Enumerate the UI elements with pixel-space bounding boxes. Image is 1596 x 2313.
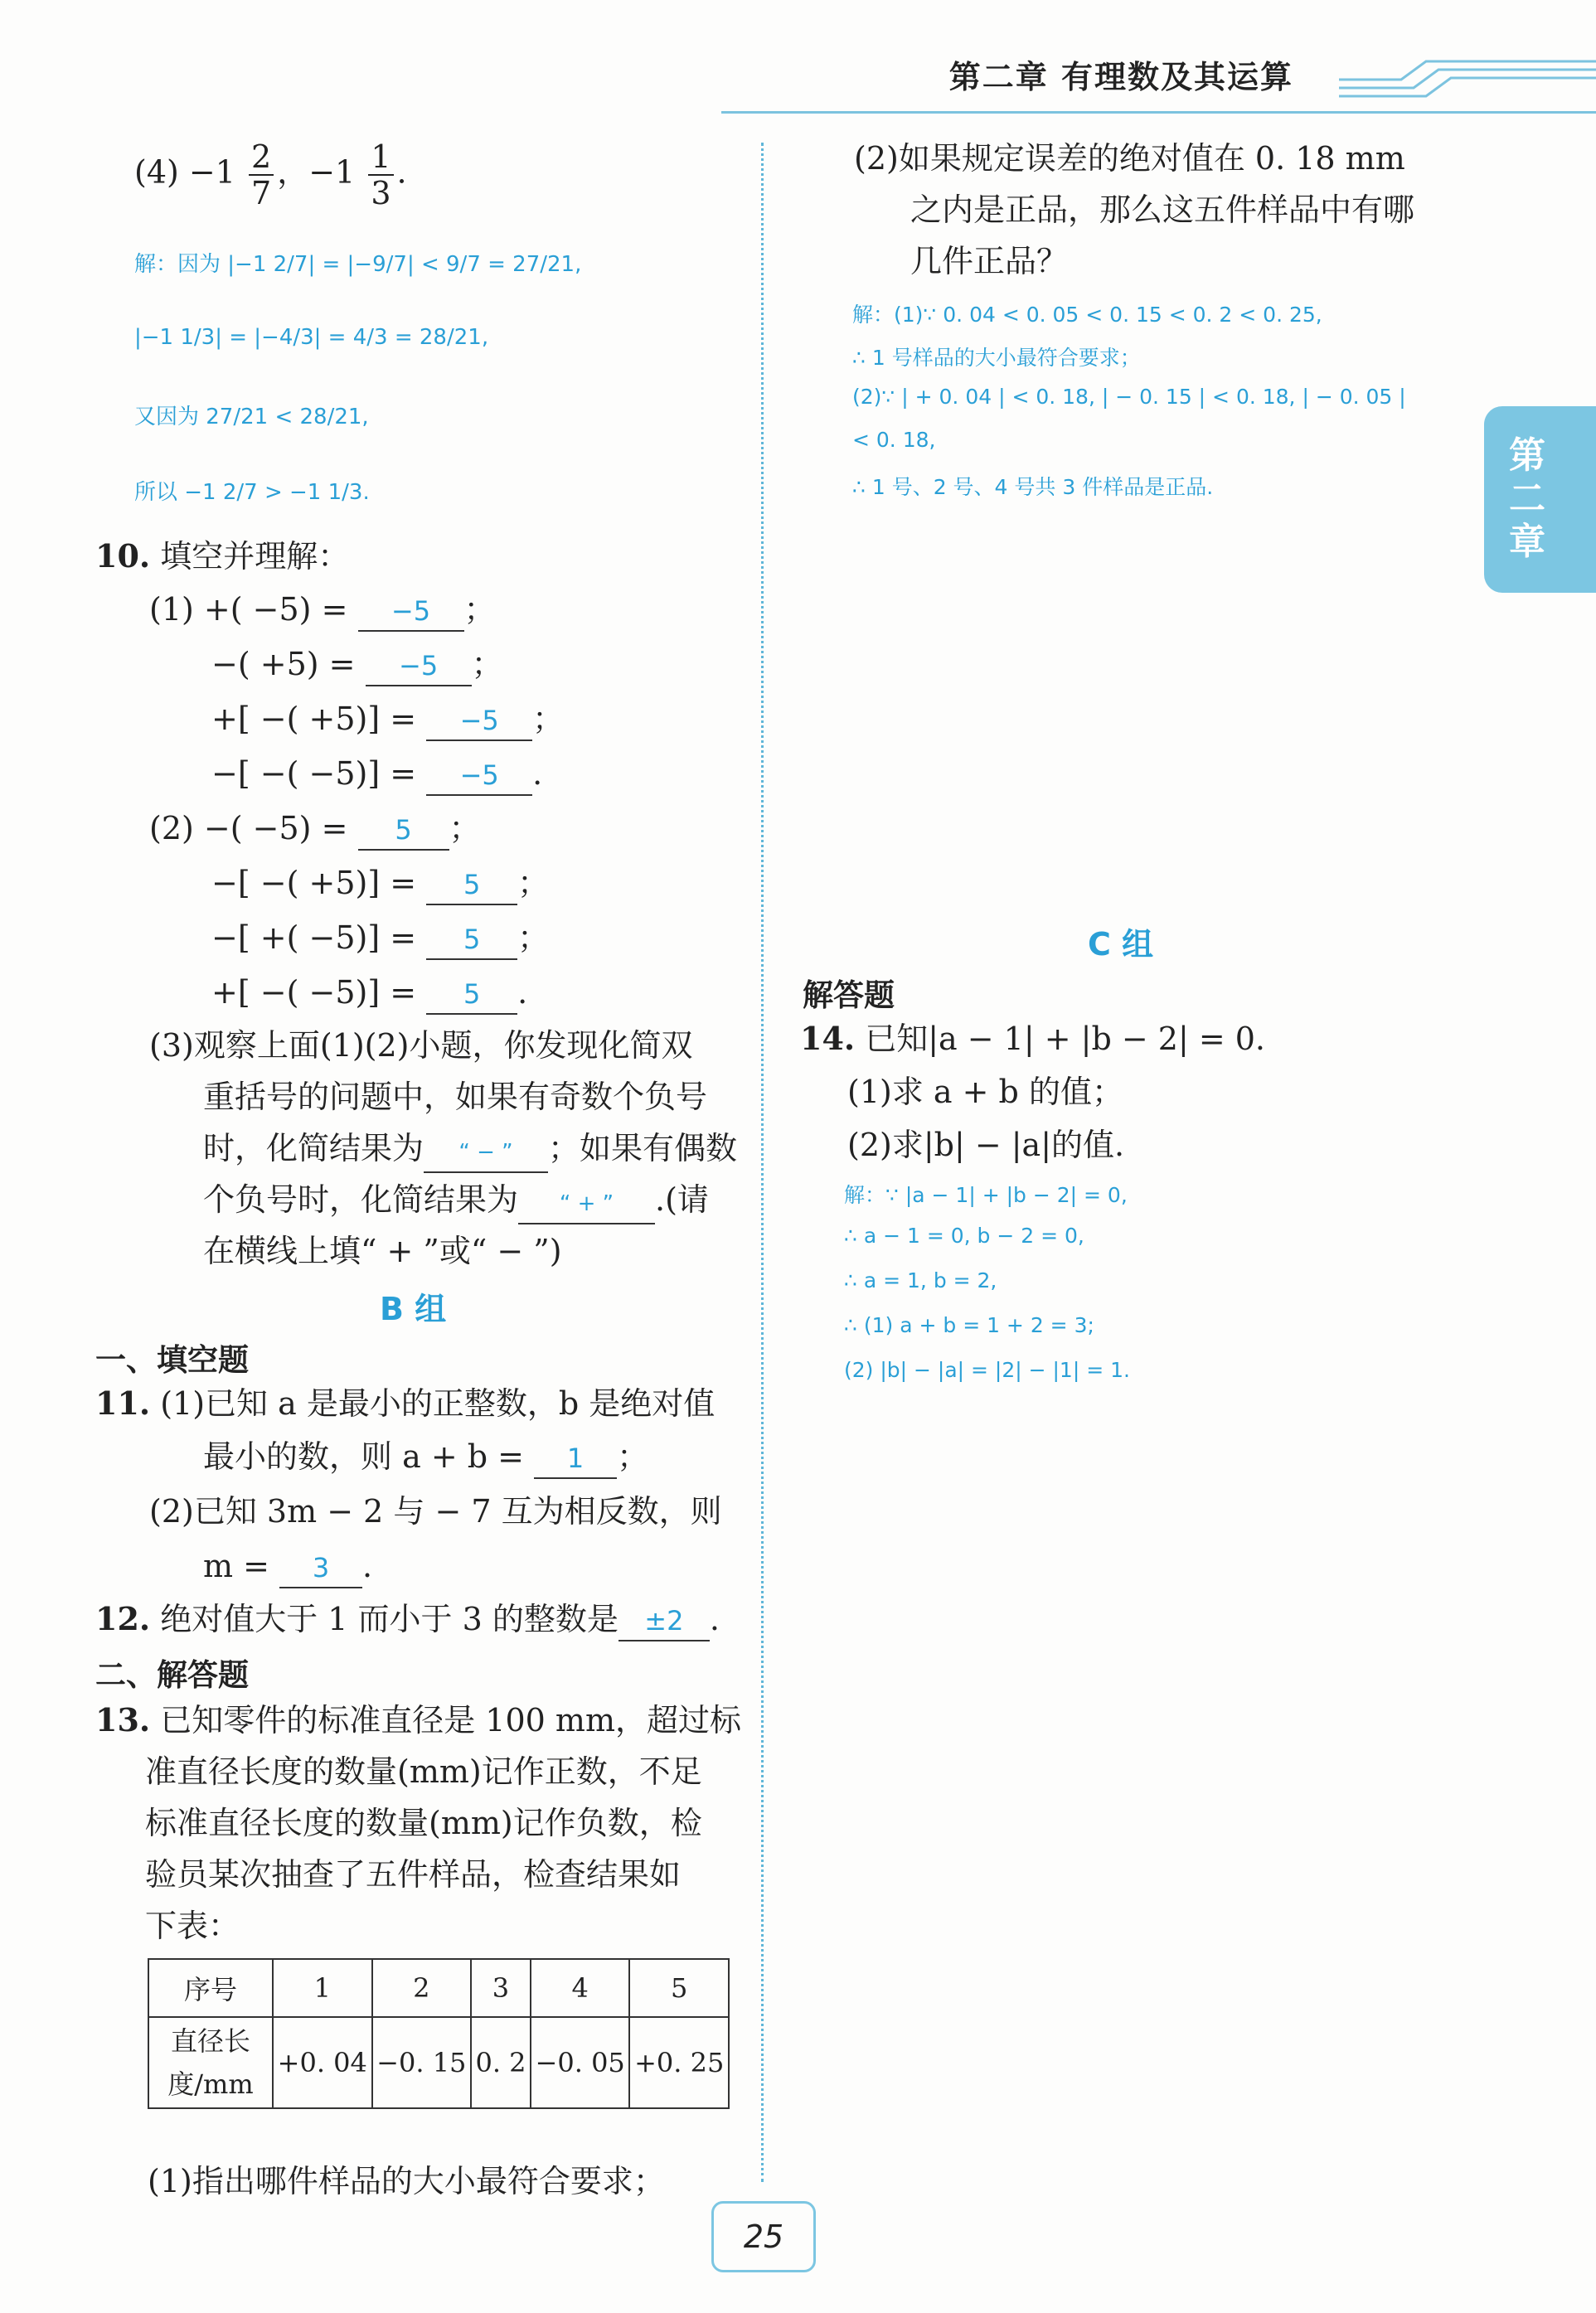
q10-part1-row-1: (1) +( −5) = −5 ；	[149, 590, 496, 632]
q14-solution-line-4: ∴ (1) a + b = 1 + 2 = 3;	[844, 1313, 1094, 1337]
q10-part3-line-4: 个负号时，化简结果为 “ + ” .(请	[203, 1181, 709, 1224]
q10-part3-line-1: (3)观察上面(1)(2)小题，你发现化简双	[149, 1027, 693, 1064]
q13-solution-line-3: (2)∵ | + 0. 04 | < 0. 18, | − 0. 15 | < 0. 18, | − 0. 05 |	[852, 385, 1406, 409]
answer-blank: 5	[426, 975, 517, 1015]
q14-solution-line-3: ∴ a = 1, b = 2,	[844, 1268, 997, 1292]
answer-blank: “ − ”	[424, 1133, 548, 1173]
answer-blank: 5	[426, 920, 517, 960]
q13-part1: (1)指出哪件样品的大小最符合要求；	[148, 2163, 665, 2199]
page-number: 25	[711, 2201, 816, 2272]
q10-part2-row-4: +[ −( −5)] = 5 .	[211, 973, 527, 1015]
q13-line-5: 下表：	[145, 1908, 240, 1944]
q9-solution-line-1: 解：因为 |−1 2/7| = |−9/7| < 9/7 = 27/21,	[134, 252, 582, 277]
answer-blank: −5	[426, 701, 532, 741]
section-fill-in-heading: 一、填空题	[95, 1342, 249, 1378]
table-header-cell: 序号	[148, 1959, 273, 2017]
chapter-side-tab	[1484, 406, 1596, 593]
q13-line-3: 标准直径长度的数量(mm)记作负数，检	[145, 1805, 702, 1841]
table-row	[148, 1959, 729, 2017]
answer-blank: ±2	[619, 1602, 710, 1641]
table-cell: 2	[372, 1959, 472, 2017]
q10-part2-row-1: (2) −( −5) = 5 ；	[149, 809, 481, 851]
table-cell: −0. 15	[372, 2017, 472, 2108]
q11-line-3: (2)已知 3m − 2 与 − 7 互为相反数，则	[149, 1493, 722, 1530]
answer-blank: −5	[426, 756, 532, 796]
answer-blank: 5	[358, 811, 449, 851]
q10-part2-row-3: −[ +( −5)] = 5 ；	[211, 919, 549, 960]
q11-line-2: 最小的数，则 a + b = 1 ；	[203, 1438, 648, 1479]
fraction-2-7: $\frac{2}{7}$	[249, 141, 274, 209]
q13-line-2: 准直径长度的数量(mm)记作正数，不足	[145, 1753, 702, 1790]
q14-line-1: 14. 已知|a − 1| + |b − 2| = 0.	[800, 1020, 1266, 1057]
table-cell: 4	[531, 1959, 630, 2017]
q9-solution-line-4: 所以 −1 2/7 > −1 1/3.	[134, 480, 370, 505]
q13-part2-line-3: 几件正品？	[910, 243, 1069, 279]
answer-blank: −5	[358, 592, 464, 632]
q13-table	[148, 1958, 730, 2109]
q10-part1-row-4: −[ −( −5)] = −5 .	[211, 754, 542, 796]
answer-blank: 1	[534, 1439, 617, 1479]
fraction-1-3: $\frac{1}{3}$	[368, 141, 393, 209]
answer-blank: 3	[279, 1549, 362, 1588]
q13-part2-line-2: 之内是正品，那么这五件样品中有哪	[910, 192, 1415, 228]
q14-solution-line-2: ∴ a − 1 = 0, b − 2 = 0,	[844, 1224, 1084, 1248]
q9-4-prompt: (4) −1 $\frac{2}{7}$ ，−1 $\frac{1}{3}$ .	[134, 138, 407, 211]
table-header-cell: 直径长 度/mm	[148, 2017, 273, 2108]
chapter-title: 第二章 有理数及其运算	[948, 59, 1293, 95]
table-cell: +0. 25	[629, 2017, 729, 2108]
answer-blank: “ + ”	[518, 1185, 655, 1224]
answer-blank: −5	[366, 647, 472, 686]
table-cell: +0. 04	[273, 2017, 372, 2108]
q13-line-4: 验员某次抽查了五件样品，检查结果如	[145, 1856, 682, 1893]
q13-solution-line-4: < 0. 18,	[852, 428, 936, 452]
group-c-heading: C 组	[1088, 926, 1154, 963]
q13-solution-line-5: ∴ 1 号、2 号、4 号共 3 件样品是正品.	[852, 475, 1214, 499]
q10-part1-row-3: +[ −( +5)] = −5 ；	[211, 700, 564, 741]
q11-line-4: m = 3 .	[203, 1547, 372, 1588]
table-cell: 5	[629, 1959, 729, 2017]
q10-part3-line-5: 在横线上填“ + ”或“ − ”)	[203, 1233, 562, 1269]
q10-part1-row-2: −( +5) = −5 ；	[211, 645, 503, 686]
header-decoration	[1335, 50, 1596, 112]
q13-part2-line-1: (2)如果规定误差的绝对值在 0. 18 mm	[854, 140, 1405, 177]
section-answer-heading: 二、解答题	[95, 1657, 249, 1693]
q10-title: 10. 填空并理解：	[95, 537, 350, 575]
q13-line-1: 13. 已知零件的标准直径是 100 mm，超过标	[95, 1701, 741, 1738]
q10-part2-row-2: −[ −( +5)] = 5 ；	[211, 864, 549, 905]
q9-solution-line-2: |−1 1/3| = |−4/3| = 4/3 = 28/21,	[134, 325, 489, 350]
q14-solution-line-1: 解：∵ |a − 1| + |b − 2| = 0,	[844, 1183, 1128, 1207]
side-tab-label: 第二章	[1509, 434, 1545, 563]
table-cell: 3	[471, 1959, 531, 2017]
q14-solution-line-5: (2) |b| − |a| = |2| − |1| = 1.	[844, 1358, 1130, 1382]
answer-blank: 5	[426, 866, 517, 905]
q13-solution-line-2: ∴ 1 号样品的大小最符合要求；	[852, 346, 1141, 370]
table-cell: 1	[273, 1959, 372, 2017]
q13-solution-line-1: 解：(1)∵ 0. 04 < 0. 05 < 0. 15 < 0. 2 < 0. 25,	[852, 303, 1322, 327]
column-divider	[761, 143, 764, 2182]
table-cell: −0. 05	[531, 2017, 630, 2108]
q10-part3-line-3: 时，化简结果为 “ − ” ；如果有偶数	[203, 1129, 737, 1173]
q11-line-1: 11. (1)已知 a 是最小的正整数，b 是绝对值	[95, 1384, 716, 1422]
section-answer-heading-c: 解答题	[803, 977, 895, 1013]
table-cell: 0. 2	[471, 2017, 531, 2108]
q14-line-3: (2)求|b| − |a|的值.	[847, 1127, 1125, 1163]
q10-part3-line-2: 重括号的问题中，如果有奇数个负号	[203, 1079, 708, 1115]
q9-solution-line-3: 又因为 27/21 < 28/21,	[134, 405, 369, 429]
group-b-heading: B 组	[380, 1291, 447, 1327]
q12-line: 12. 绝对值大于 1 而小于 3 的整数是 ±2 .	[95, 1600, 720, 1641]
table-row	[148, 2017, 729, 2108]
q14-line-2: (1)求 a + b 的值；	[847, 1074, 1123, 1110]
